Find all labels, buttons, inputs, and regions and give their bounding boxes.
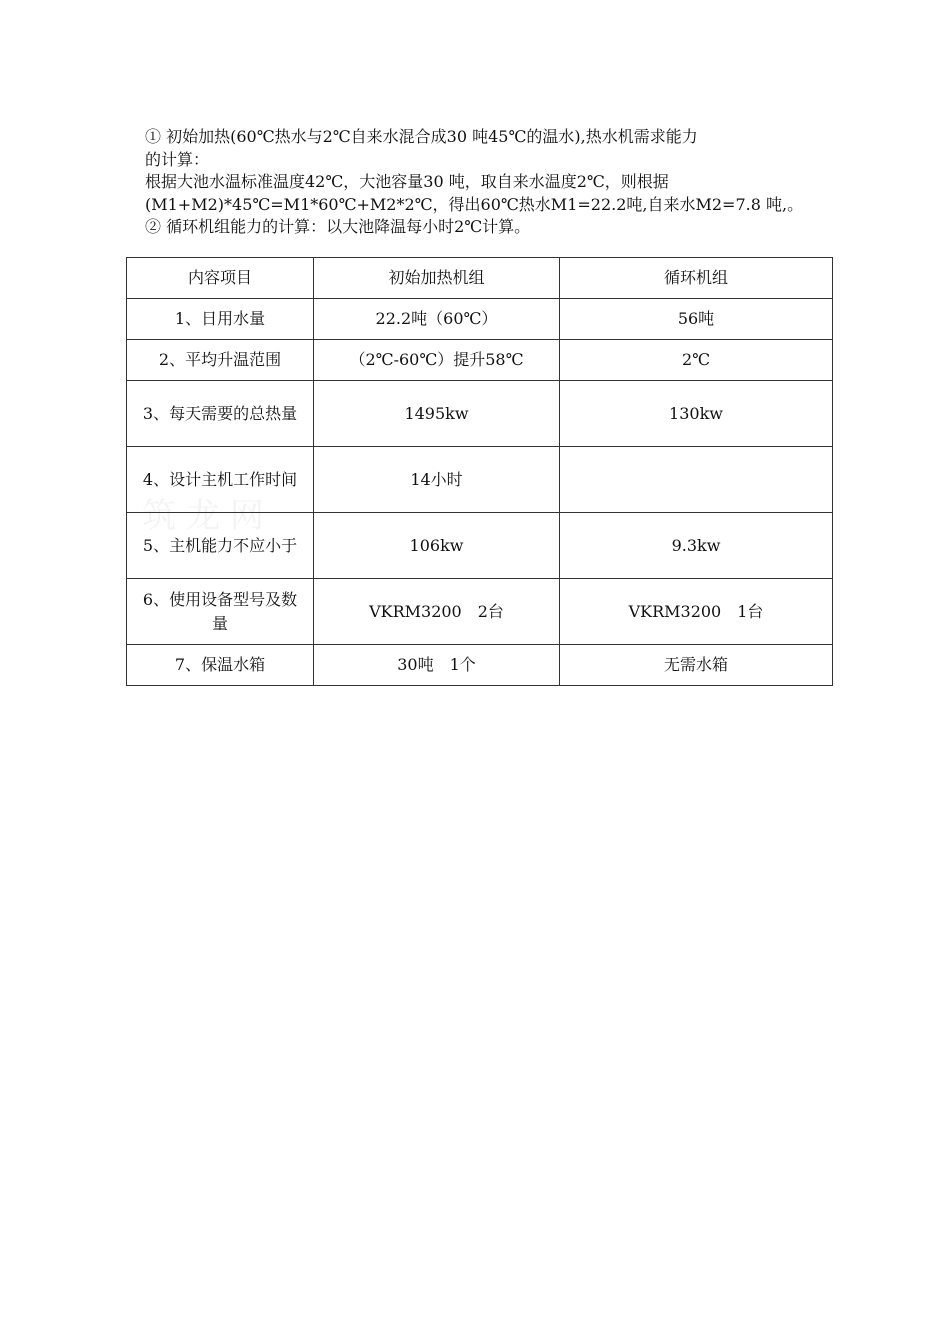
calculation-text [145,126,825,239]
row-item: 3、每天需要的总热量 [127,381,314,447]
row-cycle-value: 56吨 [560,299,833,340]
row-cycle-value: 无需水箱 [560,645,833,686]
table-row [127,447,833,513]
row-initial-value: VKRM3200 2台 [314,579,560,645]
row-item: 5、主机能力不应小于 [127,513,314,579]
table-row [127,340,833,381]
paragraph-cycle-unit: ② 循环机组能力的计算：以大池降温每小时2℃计算。 [145,217,531,236]
table-row [127,579,833,645]
table-row [127,645,833,686]
header-item: 内容项目 [127,258,314,299]
row-initial-value: 1495kw [314,381,560,447]
row-initial-value: 14小时 [314,447,560,513]
table-row [127,381,833,447]
row-cycle-value: VKRM3200 1台 [560,579,833,645]
header-initial-heating: 初始加热机组 [314,258,560,299]
row-item: 6、使用设备型号及数量 [127,579,314,645]
watermark: 筑龙网 [142,496,274,536]
table-header-row [127,258,833,299]
paragraph-initial-heating-line1: ① 初始加热(60℃热水与2℃自来水混合成30 吨45℃的温水),热水机需求能力 [145,127,698,146]
row-initial-value: 22.2吨（60℃） [314,299,560,340]
row-initial-value: （2℃-60℃）提升58℃ [314,340,560,381]
paragraph-initial-heating-line2: 的计算： [145,149,210,169]
table-row [127,299,833,340]
row-item: 1、日用水量 [127,299,314,340]
row-item: 2、平均升温范围 [127,340,314,381]
table-row [127,513,833,579]
row-initial-value: 30吨 1个 [314,645,560,686]
paragraph-calculation-basis-line2: (M1+M2)*45℃=M1*60℃+M2*2℃，得出60℃热水M1=22.2吨,自来水M2=7.8 吨,。 [145,194,804,214]
row-cycle-value: 130kw [560,381,833,447]
row-cycle-value: 9.3kw [560,513,833,579]
row-cycle-value [560,447,833,513]
row-item: 4、设计主机工作时间 [127,447,314,513]
row-initial-value: 106kw [314,513,560,579]
row-item: 7、保温水箱 [127,645,314,686]
row-cycle-value: 2℃ [560,340,833,381]
paragraph-calculation-basis-line1: 根据大池水温标准温度42℃，大池容量30 吨，取自来水温度2℃，则根据 [145,172,669,191]
header-cycle-unit: 循环机组 [560,258,833,299]
capacity-table [126,257,833,686]
